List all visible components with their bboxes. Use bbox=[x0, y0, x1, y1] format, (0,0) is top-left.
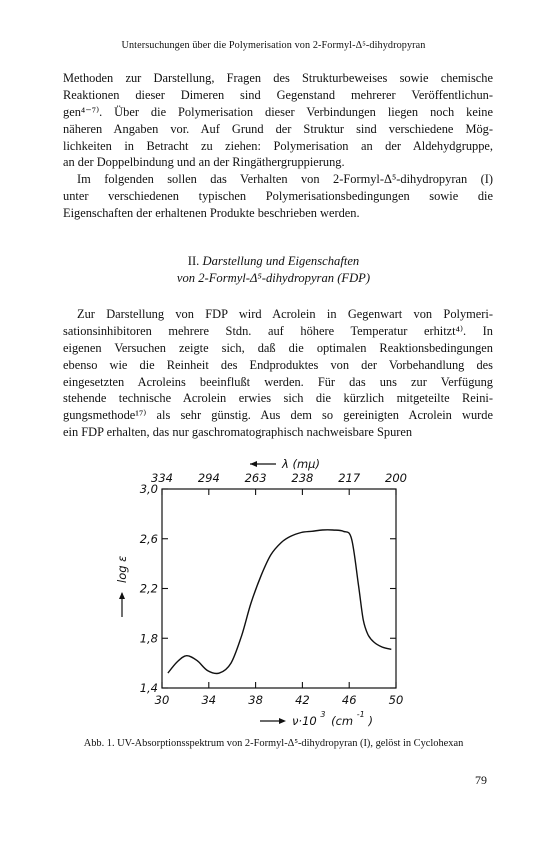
section-heading-line-2 bbox=[0, 270, 547, 287]
x-axis-close-paren: ) bbox=[368, 714, 373, 728]
text-line: stehende technische Acrolein erwies sich die kürzlich mitgeteilte Reini- bbox=[63, 391, 493, 406]
section-title: Darstellung und Eigenschaften bbox=[202, 254, 360, 268]
text-line: sationsinhibitoren mehrere Stdn. auf höhere Temperatur erhitzt⁴⁾. In bbox=[63, 323, 493, 338]
figure-uv-spectrum bbox=[110, 453, 430, 733]
section-subtitle: von 2-Formyl-Δ⁵-dihydropyran (FDP) bbox=[176, 271, 371, 285]
tick-marks bbox=[162, 489, 396, 688]
top-tick-label: 263 bbox=[244, 471, 267, 485]
right-arrow-icon bbox=[279, 718, 286, 724]
y-tick-label: 2,6 bbox=[139, 531, 158, 546]
y-axis-title bbox=[115, 556, 129, 617]
top-tick-label: 294 bbox=[197, 471, 220, 485]
text-line: eigenen Versuchen zeigte sich, daß die optimalen Reaktionsbedingungen bbox=[63, 340, 493, 355]
top-axis-title bbox=[250, 457, 320, 471]
x-tick-labels bbox=[155, 693, 404, 707]
top-tick-label: 238 bbox=[291, 471, 314, 485]
text-line: Methoden zur Darstellung, Fragen des Strukturbeweises sowie chemische bbox=[63, 71, 493, 85]
y-axis-label: log ε bbox=[115, 555, 129, 583]
x-axis-label-main: ν·10 bbox=[292, 714, 317, 728]
paragraph-2 bbox=[63, 171, 493, 222]
text-line: näheren Angaben vor. Auf Grund der Struktur sind verschiedene Mög- bbox=[63, 121, 493, 136]
top-axis-label: λ (mμ) bbox=[282, 457, 320, 471]
top-tick-label: 334 bbox=[151, 471, 173, 485]
text-line: unter verschiedenen typischen Polymerisationsbedingungen sowie die bbox=[63, 189, 493, 204]
section-number: II. bbox=[187, 254, 200, 268]
plot-frame bbox=[162, 489, 396, 688]
section-heading-line-1 bbox=[0, 253, 547, 270]
uv-spectrum-chart bbox=[110, 453, 430, 733]
paragraph-1 bbox=[63, 70, 493, 171]
x-axis-exponent: 3 bbox=[320, 710, 326, 719]
x-axis-title bbox=[260, 706, 373, 728]
x-tick-label: 30 bbox=[154, 693, 170, 707]
y-tick-label: 1,8 bbox=[139, 631, 158, 646]
left-arrow-icon bbox=[250, 461, 257, 467]
top-tick-label: 217 bbox=[338, 471, 361, 485]
text-line: gen⁴⁻⁷⁾. Über die Polymerisation dieser Verbindungen liegen noch keine bbox=[63, 104, 493, 119]
y-tick-label: 1,4 bbox=[139, 681, 158, 695]
text-line: ebenso wie die Reinheit des Endproduktes von der Vorbehandlung des bbox=[63, 357, 493, 372]
text-line: gungsmethode¹⁷⁾ als sehr günstig. Aus dem so gereinigten Acrolein wurde bbox=[63, 408, 493, 423]
x-tick-label: 42 bbox=[295, 693, 310, 707]
x-axis-unit: (cm bbox=[331, 714, 354, 728]
x-axis-label bbox=[292, 706, 373, 728]
running-head: Untersuchungen über die Polymerisation von 2-Formyl-Δ⁵-dihydropyran bbox=[121, 40, 426, 51]
y-tick-labels bbox=[140, 482, 158, 695]
top-tick-labels bbox=[151, 471, 407, 485]
text-line: Im folgenden sollen das Verhalten von 2-Formyl-Δ⁵-dihydropyran (I) bbox=[77, 172, 493, 187]
y-tick-label: 2,2 bbox=[139, 581, 158, 596]
text-line: an der Doppelbindung und an der Ringäthergruppierung. bbox=[63, 155, 345, 170]
text-line: eingesetzten Acroleins beeinflußt werden. Für das uns zur Verfügung bbox=[63, 374, 493, 389]
text-line: Zur Darstellung von FDP wird Acrolein in Gegenwart von Polymeri- bbox=[77, 307, 493, 321]
text-line: ein FDP erhalten, das nur gaschromatographisch nachweisbare Spuren bbox=[63, 425, 413, 440]
absorption-curve bbox=[168, 530, 391, 674]
x-tick-label: 50 bbox=[388, 693, 404, 707]
x-tick-label: 38 bbox=[248, 693, 263, 707]
paragraph-3 bbox=[63, 306, 493, 441]
top-tick-label: 200 bbox=[385, 471, 407, 485]
text-line: Eigenschaften der erhaltenen Produkte beschrieben werden. bbox=[63, 206, 360, 221]
text-line: lichkeiten in Betracht zu ziehen: Polymerisation an der Aldehydgruppe, bbox=[63, 138, 493, 153]
up-arrow-icon bbox=[119, 592, 125, 599]
y-tick-label: 3,0 bbox=[139, 482, 158, 496]
page-number: 79 bbox=[475, 773, 487, 787]
x-axis-unit-exponent: -1 bbox=[356, 710, 365, 719]
x-tick-label: 34 bbox=[201, 693, 217, 707]
text-line: Reaktionen dieser Dimeren sind Gegenstand mehrerer Veröffentlichun- bbox=[63, 87, 493, 102]
figure-caption: Abb. 1. UV-Absorptionsspektrum von 2-Formyl-Δ⁵-dihydropyran (I), gelöst in Cyclohexan bbox=[83, 738, 464, 749]
x-tick-label: 46 bbox=[341, 693, 357, 707]
